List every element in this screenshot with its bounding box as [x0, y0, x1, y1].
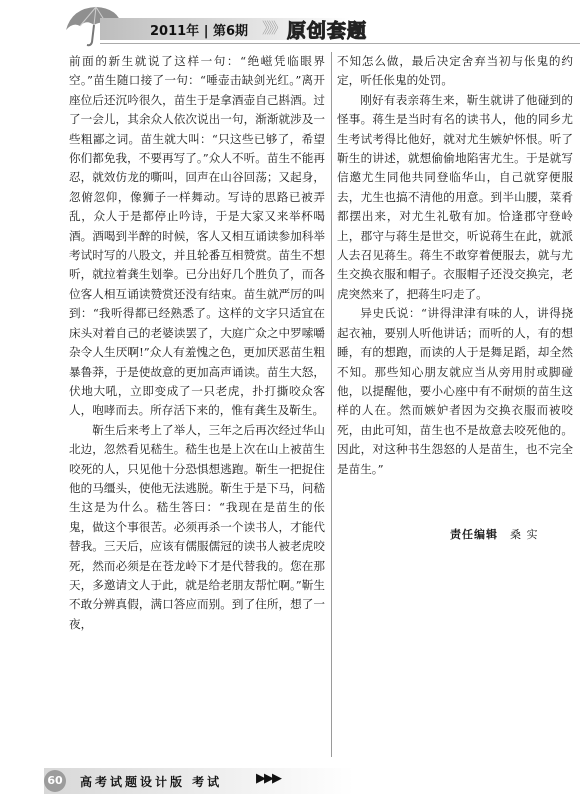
editor-name: 桑 实: [510, 528, 539, 541]
paragraph: 靳生后来考上了举人，三年之后再次经过华山北边，忽然看见嵇生。嵇生也是上次在山上被苗生咬死的人，只见他十分恐惧想逃跑。靳生一把捉住他的马缰头，使他无法逃脱。靳生于是下马，问嵇生这是为什么。嵇生答曰：“我现在是苗生的伥鬼，做这个事很苦。必须再杀一个读书人，才能代替我。三天后，应该有儒服儒冠的读书人被老虎咬死，然而必须是在苍龙岭下才是代替我的。您在那天，多邀请文人于此，就是给老朋友帮忙啊。”靳生不敢分辨真假，满口答应而别。到了住所，想了一夜，: [69, 422, 325, 631]
arrow-right-icon: ▶▶▶: [256, 771, 280, 786]
paragraph: 异史氏说：“讲得津津有味的人，讲得挠起衣袖，要别人听他讲话；而听的人，有的想睡，有的想跑，而读的人于是舞足蹈，却全然不知。那些知心朋友就应当从旁用肘或脚碰他，以提醒他，要小心座中有不耐烦的苗生这样的人在。然而嫉妒者因为交换衣服而被咬死，由此可知，苗生也不是故意去咬死他的。因此，对这种书生怨怒的人是苗生，也不完全是苗生。”: [337, 306, 573, 476]
right-column: [337, 52, 573, 479]
left-column: [69, 52, 325, 634]
page-number: 60: [44, 770, 66, 792]
header-rule: [100, 43, 580, 44]
paragraph: 刚好有表亲蒋生来，靳生就讲了他碰到的怪事。蒋生是当时有名的读书人，他的同乡尤生考试考得比他好，就对尤生嫉妒怀恨。听了靳生的讲述，就想偷偷地陷害尤生。于是就写信邀尤生同他共同登临华山，自己就穿便服去，尤生也搞不清他的用意。到半山腰，菜肴都摆出来，对尤生礼敬有加。恰逢郡守登岭上，郡守与蒋生是世交，听说蒋生在此，就派人去召见蒋生。蒋生不敢穿着便服去，就与尤生交换衣服和帽子。衣服帽子还没交换完，老虎突然来了，把蒋生叼走了。: [337, 92, 573, 301]
column-divider: [331, 52, 332, 757]
section-title: 原创套题: [287, 20, 368, 42]
editor-label: 责任编辑: [450, 528, 498, 541]
paragraph: 不知怎么做，最后决定舍弃当初与伥鬼的约定，听任伥鬼的处罚。: [337, 54, 573, 88]
chevron-right-icon: 》》》: [262, 19, 284, 37]
paragraph: 前面的新生就说了这样一句：“绝嵫凭临眼界空。”苗生随口接了一句：“唾壶击缺剑光红。”离开座位后还沉吟很久，苗生于是拿酒壶自己斟酒。过了一会儿，其余众人依次说出一句，渐渐就涉及一些粗鄙之词。苗生就大叫：“只这些已够了，希望你们都免我，不要再写了。”众人不听。苗生不能再忍，就效仿龙的嘶叫，回声在山谷回荡；又起身，忽俯忽仰，像狮子一样舞动。写诗的思路已被弄乱，众人于是都停止吟诗，于是大家又来举杯喝酒。酒喝到半醉的时候，客人又相互诵读参加科举考试时写的八股文，并且轮番互相赞赏。苗生不想听，就拉着龚生划拳。已分出好几个胜负了，而各位客人相互诵读赞赏还没有结束。苗生就严厉的叫到：“我听得都已经熟悉了。这样的文字只适宜在床头对着自己的老婆读罢了，大庭广众之中罗嗦嚼杂令人生厌啊!”众人有羞愧之色，更加厌恶苗生粗暴鲁莽，于是使故意的更加高声诵读。苗生大怒，伏地大吼，立即变成了一只老虎，扑打撕咬众客人，咆哮而去。所存活下来的，惟有龚生及靳生。: [69, 54, 325, 418]
page-header: [0, 0, 581, 48]
editor-credit: [450, 526, 539, 542]
page-footer: [0, 762, 581, 800]
footer-title: 高考试题设计版 考试: [80, 775, 223, 789]
issue-label: 2011年 | 第6期: [150, 24, 249, 39]
